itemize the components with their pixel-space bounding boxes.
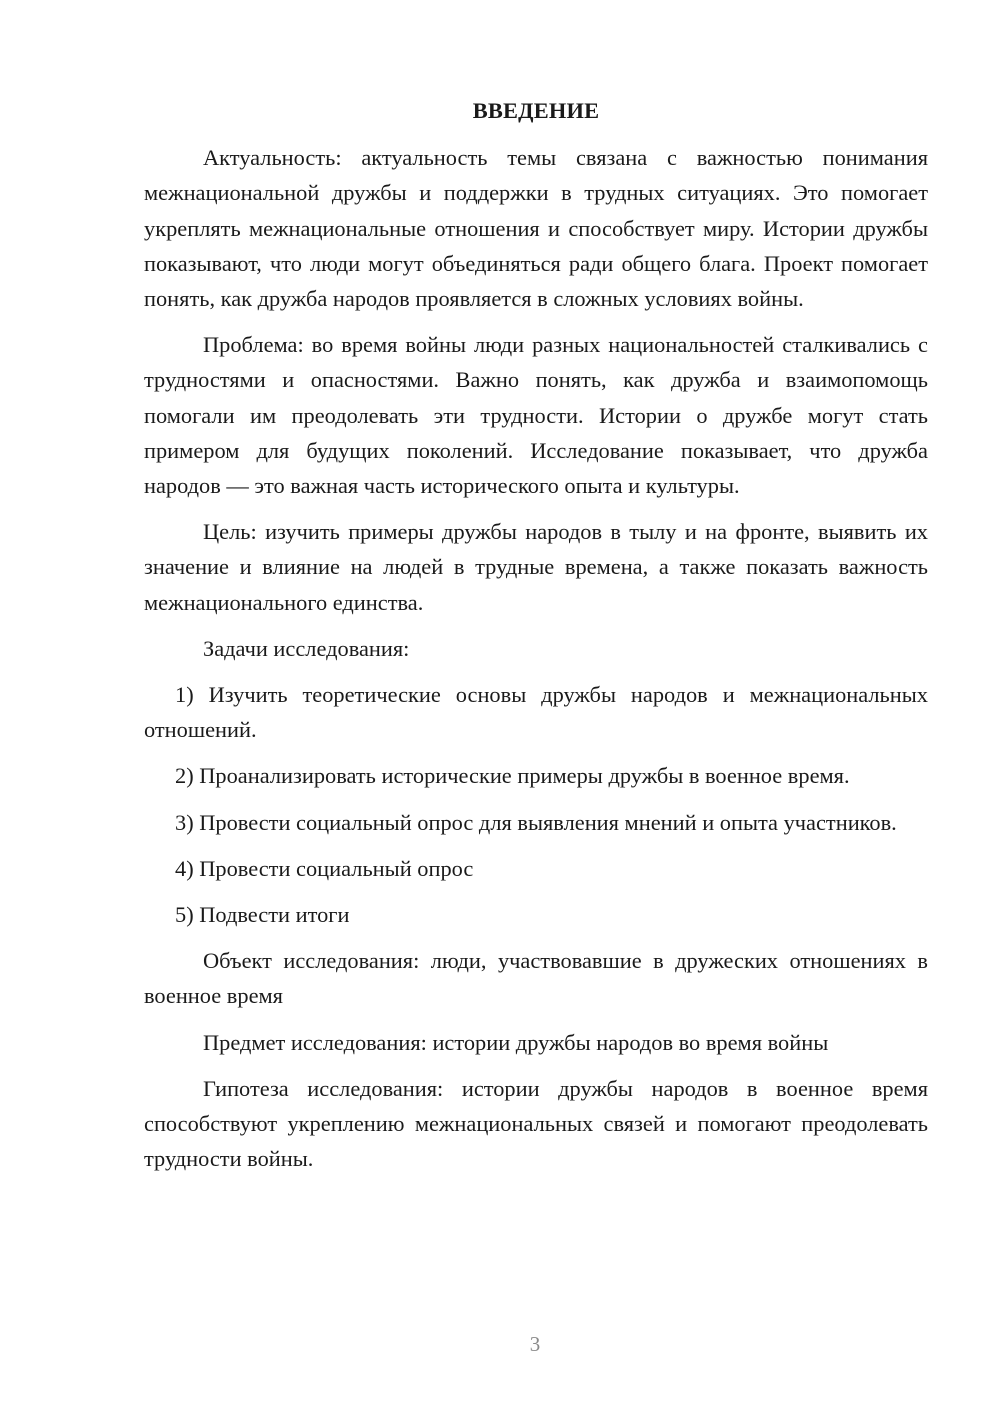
task-item-5: 5) Подвести итоги bbox=[175, 902, 350, 928]
object-paragraph: Объект исследования: люди, участвовавшие в дружеских отношениях в военное время bbox=[144, 948, 928, 1009]
task-item-4: 4) Провести социальный опрос bbox=[175, 855, 474, 881]
subject-paragraph: Предмет исследования: истории дружбы народов во время войны bbox=[203, 1029, 829, 1055]
goal-paragraph: Цель: изучить примеры дружбы народов в тылу и на фронте, выявить их значение и влияние на людей в трудные времена, а также показать важность межнационального единства. bbox=[144, 519, 928, 615]
page-number: 3 bbox=[529, 1332, 541, 1356]
hypothesis-paragraph: Гипотеза исследования: истории дружбы народов в военное время способствуют укреплению межнациональных связей и помогают преодолевать трудности войны. bbox=[144, 1075, 928, 1172]
relevance-paragraph: Актуальность: актуальность темы связана с важностью понимания межнациональной дружбы и поддержки в трудных ситуациях. Это помогает укреплять межнациональные отношения и способствует миру. Истории дружбы показывают, что люди могут объединяться ради общего блага. Проект помогает понять, как дружба народов проявляется в сложных условиях войны. bbox=[144, 145, 928, 312]
task-item-2: 2) Проанализировать исторические примеры дружбы в военное время. bbox=[175, 763, 850, 789]
tasks-heading: Задачи исследования: bbox=[203, 635, 410, 661]
task-item-1: 1) Изучить теоретические основы дружбы народов и межнациональных отношений. bbox=[144, 682, 928, 743]
task-item-3: 3) Провести социальный опрос для выявления мнений и опыта участников. bbox=[175, 809, 897, 835]
document-page bbox=[144, 93, 928, 1187]
document-title: ВВЕДЕНИЕ bbox=[472, 98, 600, 123]
problem-paragraph: Проблема: во время войны люди разных национальностей сталкивались с трудностями и опасностями. Важно понять, как дружба и взаимопомощь помогали им преодолевать эти трудности. Истории о дружбе могут стать примером для будущих поколений. Исследование показывает, что дружба народов — это важная часть исторического опыта и культуры. bbox=[144, 332, 928, 499]
